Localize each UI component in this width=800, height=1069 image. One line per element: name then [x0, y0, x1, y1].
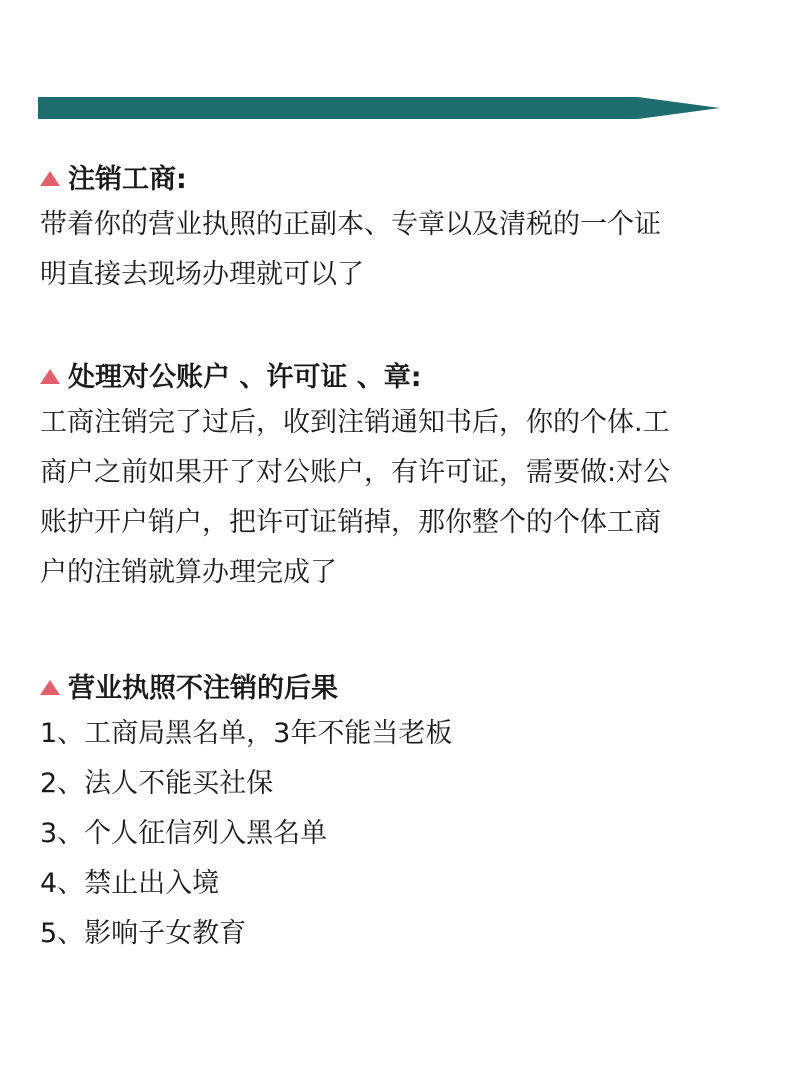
list-item: 4、禁止出入境: [40, 868, 220, 899]
section-heading: [40, 358, 760, 398]
triangle-icon: [40, 171, 60, 186]
paragraph-line: 商户之前如果开了对公账户，有许可证，需要做:对公: [40, 457, 671, 488]
paragraph-line: 账护开户销户，把许可证销掉，那你整个的个体工商: [40, 507, 661, 538]
section-consequences: [40, 669, 760, 959]
section-heading: [40, 160, 760, 200]
paragraph-line: 工商注销完了过后，收到注销通知书后，你的个体.工: [40, 407, 670, 438]
section-heading: [40, 669, 760, 709]
triangle-icon: [40, 369, 60, 384]
paragraph-line: 户的注销就算办理完成了: [40, 557, 337, 588]
list-item: 2、法人不能买社保: [40, 768, 274, 799]
section-paragraph: [40, 398, 760, 598]
section-cancel-business: [40, 160, 760, 300]
list-item: 3、个人征信列入黑名单: [40, 818, 328, 849]
triangle-icon: [40, 680, 60, 695]
paragraph-line: 明直接去现场办理就可以了: [40, 259, 364, 290]
section-heading-text: 处理对公账户 、许可证 、章:: [68, 362, 422, 393]
section-heading-text: 营业执照不注销的后果: [68, 673, 338, 704]
section-paragraph: [40, 200, 760, 300]
section-heading-text: 注销工商:: [68, 164, 187, 195]
header-banner: [38, 97, 720, 119]
banner-arrow-shape: [38, 97, 720, 119]
section-accounts-permits: [40, 358, 760, 598]
list-item: 1、工商局黑名单，3年不能当老板: [40, 718, 453, 749]
paragraph-line: 带着你的营业执照的正副本、专章以及清税的一个证: [40, 209, 661, 240]
consequence-list: [40, 709, 760, 959]
list-item: 5、影响子女教育: [40, 918, 247, 949]
